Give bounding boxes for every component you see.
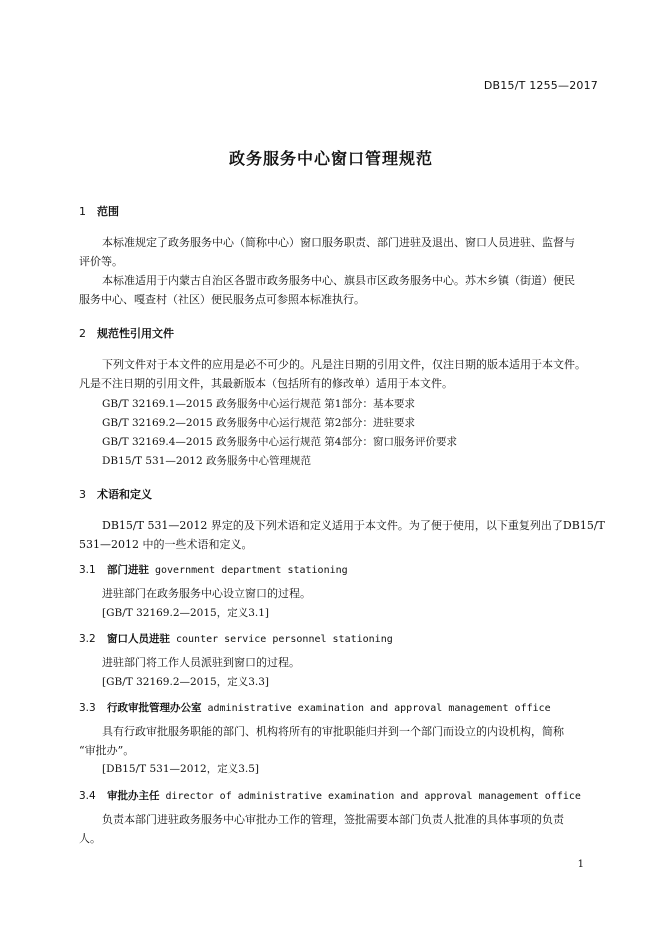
- term-3-1-source: [GB/T 32169.2—2015，定义3.1]: [102, 607, 270, 619]
- document-code: DB15/T 1255—2017: [483, 79, 598, 92]
- term-english-name: administrative examination and approval management office: [207, 703, 551, 714]
- term-chinese-name: 部门进驻: [107, 564, 149, 576]
- term-chinese-name: 行政审批管理办公室: [107, 702, 202, 714]
- reference-item: GB/T 32169.4—2015 政务服务中心运行规范 第4部分：窗口服务评价要求: [102, 436, 457, 448]
- term-3-2-definition: 进驻部门将工作人员派驻到窗口的过程。: [102, 656, 300, 669]
- term-number: 3.3: [79, 702, 96, 714]
- section-3-title: 术语和定义: [97, 488, 152, 501]
- term-3-2-source: [GB/T 32169.2—2015，定义3.3]: [102, 676, 270, 688]
- section-1-heading: [79, 203, 119, 219]
- term-3-2-heading: [79, 631, 393, 646]
- section-3-number: 3: [79, 488, 86, 501]
- section-1-title: 范围: [97, 205, 119, 218]
- term-english-name: director of administrative examination and approval management office: [165, 791, 581, 802]
- section-2-para-line-1: 下列文件对于本文件的应用是必不可少的。凡是注日期的引用文件，仅注日期的版本适用于本文件。: [102, 358, 586, 371]
- term-3-1-definition: 进驻部门在政务服务中心设立窗口的过程。: [102, 587, 311, 600]
- reference-item: DB15/T 531—2012 政务服务中心管理规范: [102, 455, 311, 467]
- term-number: 3.1: [79, 564, 96, 576]
- reference-item: GB/T 32169.2—2015 政务服务中心运行规范 第2部分：进驻要求: [102, 417, 415, 429]
- term-3-4-definition-line-1: 负责本部门进驻政务服务中心审批办工作的管理，签批需要本部门负责人批准的具体事项的负责: [102, 813, 564, 826]
- term-3-1-heading: [79, 562, 348, 577]
- section-1-para-1-line-1: 本标准规定了政务服务中心（简称中心）窗口服务职责、部门进驻及退出、窗口人员进驻、监督与: [102, 236, 575, 249]
- term-english-name: government department stationing: [155, 565, 348, 576]
- reference-item: GB/T 32169.1—2015 政务服务中心运行规范 第1部分：基本要求: [102, 398, 415, 410]
- term-number: 3.4: [79, 790, 96, 802]
- section-1-para-2-line-2: 服务中心、嘎查村（社区）便民服务点可参照本标准执行。: [79, 293, 365, 306]
- term-chinese-name: 审批办主任: [107, 790, 160, 802]
- section-2-para-line-2: 凡是不注日期的引用文件，其最新版本（包括所有的修改单）适用于本文件。: [79, 377, 453, 390]
- section-1-para-2-line-1: 本标准适用于内蒙古自治区各盟市政务服务中心、旗县市区政务服务中心。苏木乡镇（街道）便民: [102, 274, 575, 287]
- term-3-4-definition-line-2: 人。: [79, 832, 101, 845]
- section-1-number: 1: [79, 205, 86, 218]
- term-3-3-definition-line-2: “审批办”。: [79, 744, 135, 757]
- section-2-heading: [79, 325, 174, 341]
- page-number: 1: [577, 859, 584, 870]
- section-2-title: 规范性引用文件: [97, 327, 174, 340]
- section-3-para-line-1: DB15/T 531—2012 界定的及下列术语和定义适用于本文件。为了便于使用，以下重复列出了DB15/T: [102, 519, 605, 532]
- document-title: 政务服务中心窗口管理规范: [228, 149, 433, 168]
- section-3-heading: [79, 486, 152, 502]
- term-3-3-source: [DB15/T 531—2012，定义3.5]: [102, 763, 260, 775]
- term-number: 3.2: [79, 633, 96, 645]
- section-3-para-line-2: 531—2012 中的一些术语和定义。: [79, 538, 253, 551]
- term-english-name: counter service personnel stationing: [176, 634, 393, 645]
- term-3-4-heading: [79, 788, 581, 803]
- term-chinese-name: 窗口人员进驻: [107, 633, 170, 645]
- term-3-3-heading: [79, 700, 551, 715]
- section-2-number: 2: [79, 327, 86, 340]
- section-1-para-1-line-2: 评价等。: [79, 255, 123, 268]
- term-3-3-definition-line-1: 具有行政审批服务职能的部门、机构将所有的审批职能归并到一个部门而设立的内设机构，简称: [102, 725, 564, 738]
